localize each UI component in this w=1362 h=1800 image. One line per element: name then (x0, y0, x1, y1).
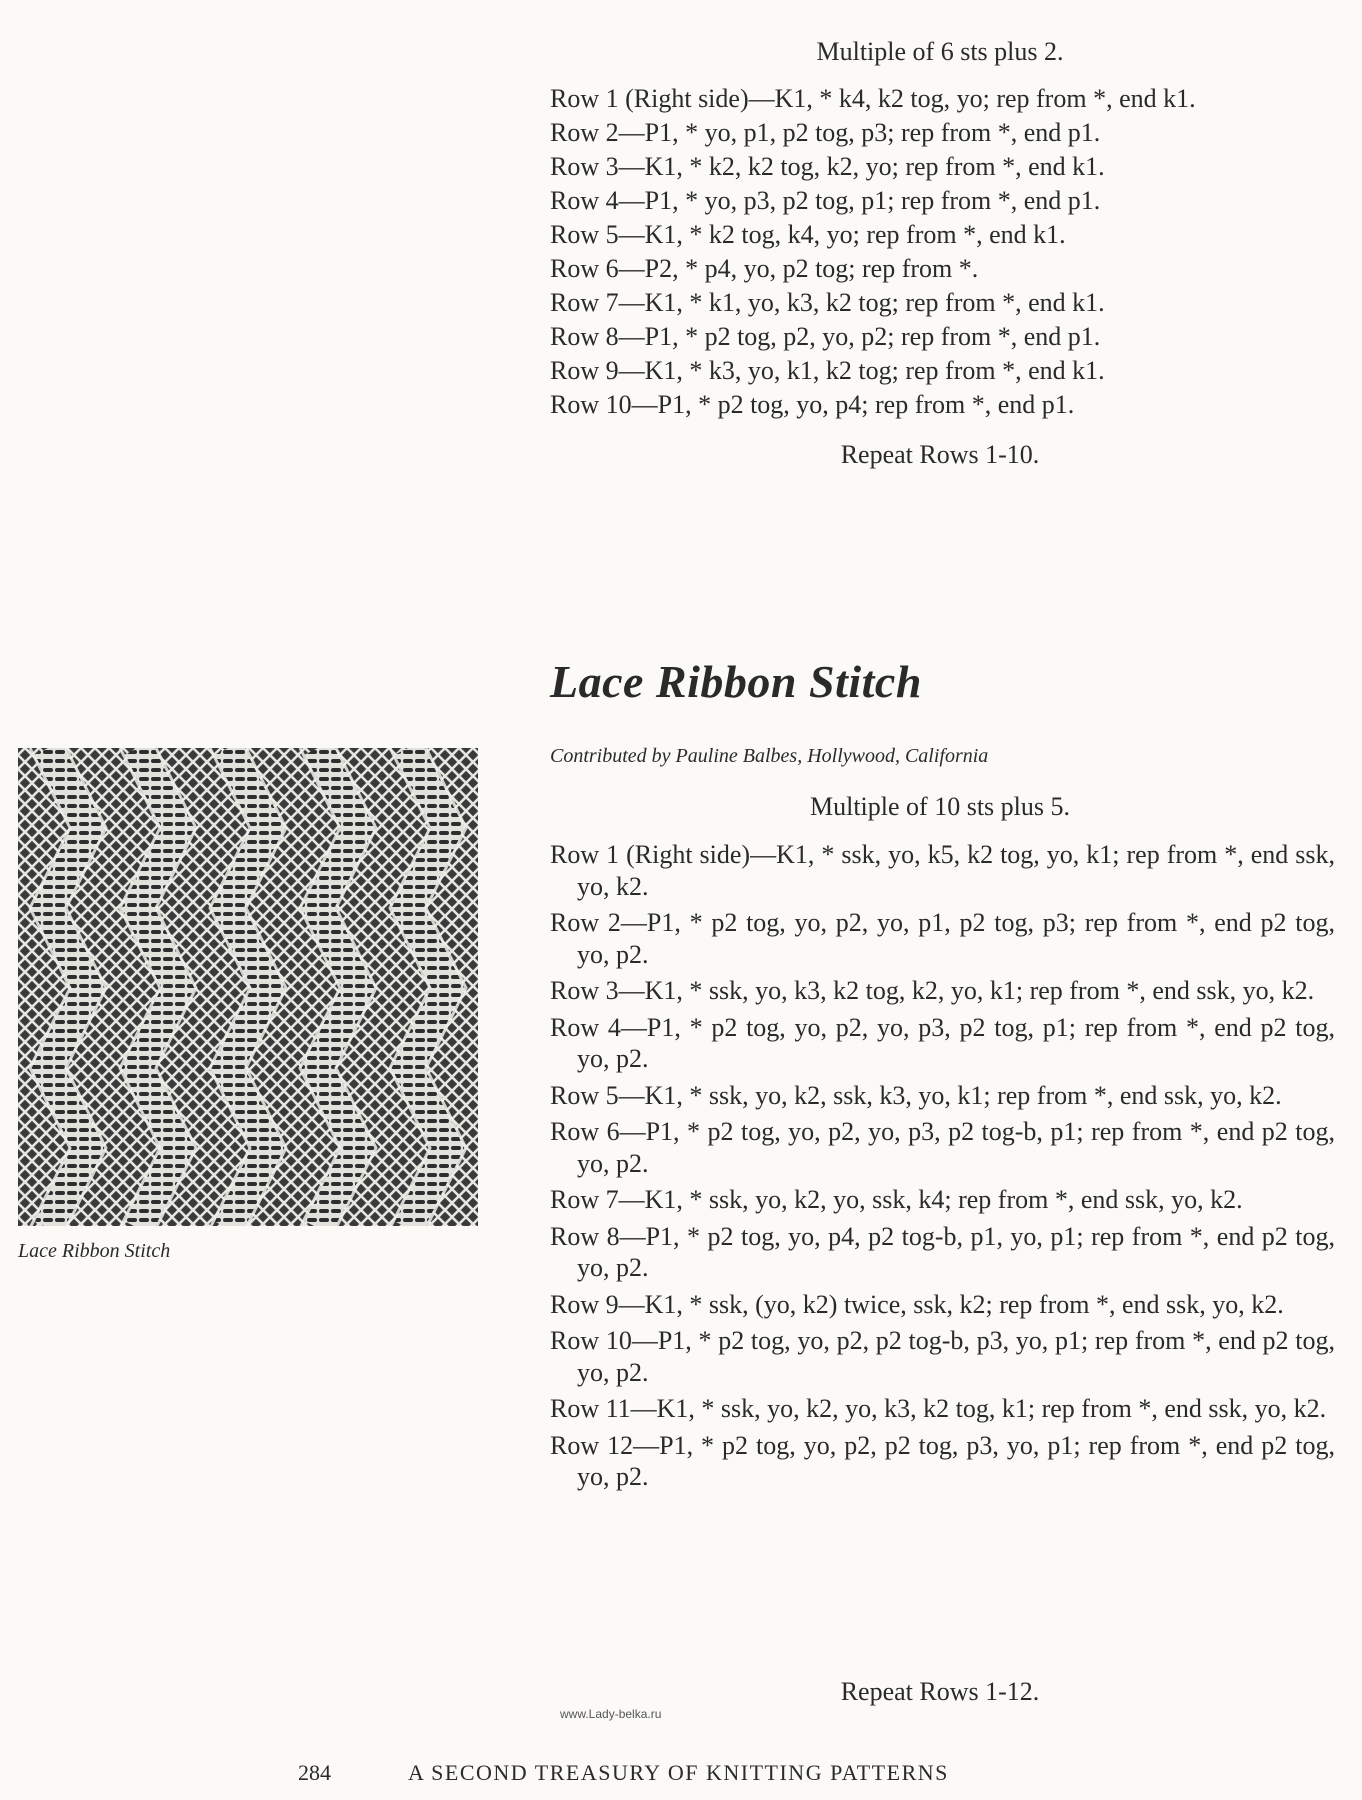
lace-row: Row 1 (Right side)—K1, * ssk, yo, k5, k2 tog, yo, k1; rep from *, end ssk, yo, k2. (550, 840, 1335, 901)
lace-row: Row 9—K1, * ssk, (yo, k2) twice, ssk, k2; rep from *, end ssk, yo, k2. (550, 1289, 1284, 1319)
top-row: Row 1 (Right side)—K1, * k4, k2 tog, yo; rep from *, end k1. (550, 84, 1196, 113)
lace-row: Row 10—P1, * p2 tog, yo, p2, p2 tog-b, p3, yo, p1; rep from *, end p2 tog, yo, p2. (550, 1326, 1335, 1387)
page-number: 284 (298, 1760, 331, 1785)
contributor-line: Contributed by Pauline Balbes, Hollywood, California (550, 745, 989, 767)
top-row: Row 3—K1, * k2, k2 tog, k2, yo; rep from *, end k1. (550, 152, 1105, 181)
lace-repeat: Repeat Rows 1-12. (840, 1677, 1040, 1706)
swatch-caption: Lace Ribbon Stitch (18, 1240, 171, 1262)
top-row: Row 8—P1, * p2 tog, p2, yo, p2; rep from *, end p1. (550, 322, 1101, 351)
pattern-title: Lace Ribbon Stitch (550, 656, 922, 707)
lace-swatch-photo (18, 748, 478, 1226)
lace-row: Row 3—K1, * ssk, yo, k3, k2 tog, k2, yo, k1; rep from *, end ssk, yo, k2. (550, 976, 1315, 1005)
top-row: Row 6—P2, * p4, yo, p2 tog; rep from *. (550, 254, 979, 283)
top-row: Row 9—K1, * k3, yo, k1, k2 tog; rep from *, end k1. (550, 356, 1105, 385)
top-row: Row 10—P1, * p2 tog, yo, p4; rep from *, end p1. (550, 390, 1075, 419)
top-repeat: Repeat Rows 1-10. (840, 440, 1040, 469)
top-row: Row 4—P1, * yo, p3, p2 tog, p1; rep from *, end p1. (550, 186, 1101, 215)
top-multiple: Multiple of 6 sts plus 2. (816, 37, 1064, 66)
lace-row: Row 8—P1, * p2 tog, yo, p4, p2 tog-b, p1, yo, p1; rep from *, end p2 tog, yo, p2. (550, 1221, 1335, 1282)
lace-multiple: Multiple of 10 sts plus 5. (809, 792, 1070, 821)
lace-row: Row 6—P1, * p2 tog, yo, p2, yo, p3, p2 tog-b, p1; rep from *, end p2 tog, yo, p2. (550, 1117, 1335, 1178)
watermark-link[interactable]: www.Lady-belka.ru (560, 1707, 662, 1721)
lace-row: Row 12—P1, * p2 tog, yo, p2, p2 tog, p3, yo, p1; rep from *, end p2 tog, yo, p2. (550, 1430, 1335, 1491)
top-row: Row 7—K1, * k1, yo, k3, k2 tog; rep from *, end k1. (550, 288, 1105, 317)
lace-row: Row 11—K1, * ssk, yo, k2, yo, k3, k2 tog, k1; rep from *, end ssk, yo, k2. (550, 1394, 1327, 1423)
lace-row: Row 2—P1, * p2 tog, yo, p2, yo, p1, p2 tog, p3; rep from *, end p2 tog, yo, p2. (550, 908, 1335, 969)
top-row: Row 5—K1, * k2 tog, k4, yo; rep from *, end k1. (550, 220, 1066, 249)
lace-row: Row 5—K1, * ssk, yo, k2, ssk, k3, yo, k1; rep from *, end ssk, yo, k2. (550, 1080, 1282, 1110)
top-row-list (550, 82, 1335, 422)
lace-row: Row 7—K1, * ssk, yo, k2, yo, ssk, k4; rep from *, end ssk, yo, k2. (550, 1185, 1243, 1214)
top-row: Row 2—P1, * yo, p1, p2 tog, p3; rep from *, end p1. (550, 118, 1101, 147)
lace-row: Row 4—P1, * p2 tog, yo, p2, yo, p3, p2 tog, p1; rep from *, end p2 tog, yo, p2. (550, 1012, 1335, 1073)
running-footer-title: A SECOND TREASURY OF KNITTING PATTERNS (408, 1760, 949, 1785)
lace-row-list (550, 839, 1335, 1498)
